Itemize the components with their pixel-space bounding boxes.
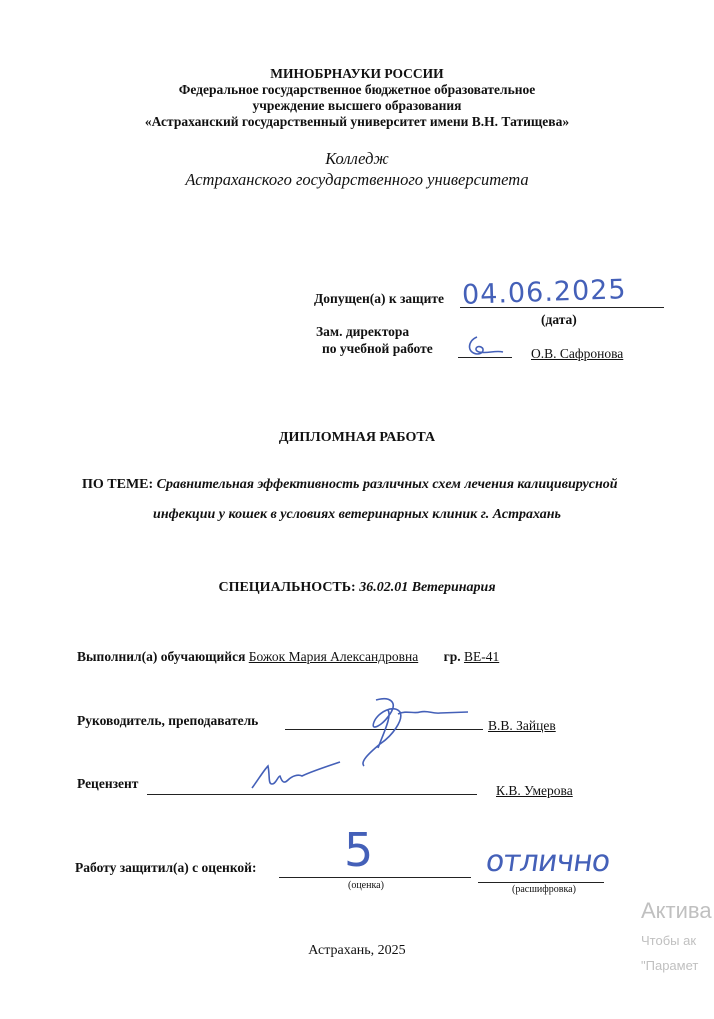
- reviewer-signature-line: [147, 794, 477, 795]
- author-label: Выполнил(а) обучающийся: [77, 649, 246, 664]
- supervisor-label: Руководитель, преподаватель: [77, 713, 259, 728]
- grade-decoded-line: [478, 882, 604, 883]
- grade-label: Работу защитил(а) с оценкой:: [75, 860, 257, 875]
- grade-value-handwritten: 5: [344, 823, 374, 877]
- deputy-label-1: Зам. директора: [316, 324, 410, 339]
- grade-value-caption: (оценка): [348, 880, 384, 891]
- deputy-signature: [463, 333, 505, 361]
- topic-text-1: Сравнительная эффективность различных схем лечения калицивирусной: [156, 477, 618, 492]
- college-line-2: Астраханского государственного университета: [185, 170, 529, 189]
- admitted-label: Допущен(а) к защите: [314, 291, 444, 306]
- group-label: гр.: [443, 649, 461, 664]
- admitted-date-handwritten: 04.06.2025: [461, 274, 628, 311]
- grade-value-line: [279, 877, 471, 878]
- group-value: ВЕ-41: [463, 649, 500, 664]
- grade-decoded-caption: (расшифровка): [512, 884, 576, 895]
- institution-line-3: «Астраханский государственный университет имени В.Н. Татищева»: [144, 114, 570, 129]
- supervisor-signature: [340, 692, 470, 770]
- institution-line-2: учреждение высшего образования: [252, 98, 462, 113]
- topic-line-2: инфекции у кошек в условиях ветеринарных клиник г. Астрахань: [153, 507, 561, 522]
- topic-label: ПО ТЕМЕ:: [82, 477, 154, 492]
- deputy-label-2: по учебной работе: [322, 341, 433, 356]
- specialty-line: [0, 580, 714, 596]
- college-line-1: Колледж: [325, 149, 389, 168]
- institution-line-1: Федеральное государственное бюджетное образовательное: [178, 82, 536, 97]
- deputy-name: О.В. Сафронова: [531, 346, 624, 361]
- watermark-title: Актива: [641, 898, 712, 923]
- document-title: ДИПЛОМНАЯ РАБОТА: [278, 430, 436, 445]
- date-caption: (дата): [541, 312, 577, 327]
- topic-line-1: [82, 477, 618, 493]
- reviewer-signature: [248, 758, 344, 792]
- watermark-line-1: Чтобы ак: [641, 933, 697, 948]
- ministry-name: МИНОБРНАУКИ РОССИИ: [270, 66, 444, 81]
- specialty-value: 36.02.01 Ветеринария: [359, 580, 496, 595]
- watermark-line-2: "Парамет: [641, 958, 699, 973]
- reviewer-name: К.В. Умерова: [496, 783, 573, 798]
- supervisor-name: В.В. Зайцев: [488, 718, 556, 733]
- reviewer-label: Рецензент: [77, 776, 139, 791]
- grade-decoded-handwritten: отлично: [483, 844, 612, 879]
- author-name: Божок Мария Александровна: [248, 649, 419, 664]
- footer-city-year: Астрахань, 2025: [308, 943, 406, 958]
- author-line: [77, 649, 499, 665]
- specialty-label: СПЕЦИАЛЬНОСТЬ:: [218, 580, 356, 595]
